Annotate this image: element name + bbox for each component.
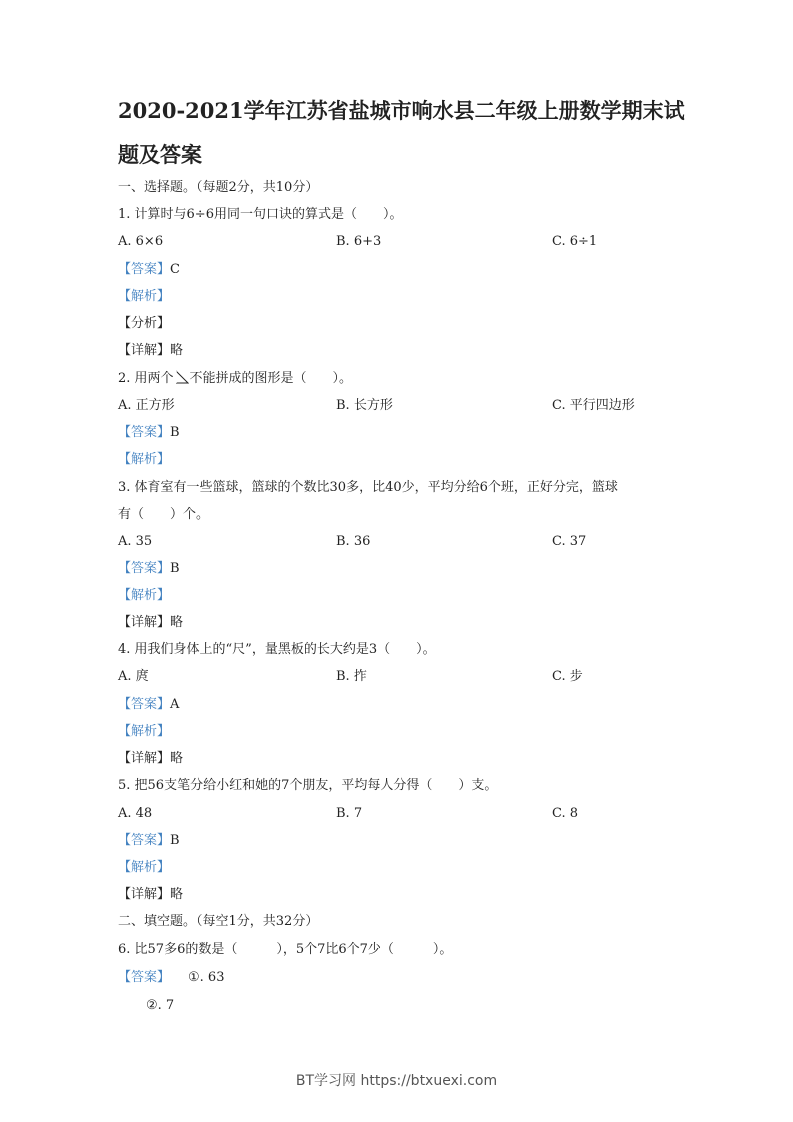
question-2-option-c: C. 平行四边形 (552, 398, 635, 413)
question-3-answer (118, 560, 180, 578)
question-1-option-b: B. 6+3 (336, 234, 382, 249)
question-4-detail (118, 750, 183, 768)
detail-value: 略 (170, 343, 184, 358)
answer-tag: 【答案】 (118, 262, 171, 277)
answer-value-2: ②. 7 (146, 998, 175, 1013)
footer-watermark: BT学习网 https://btxuexi.com (295, 1073, 498, 1089)
answer-tag: 【答案】 (118, 425, 171, 440)
answer-value-1: ①. 63 (188, 970, 225, 985)
question-1-detail (118, 342, 183, 360)
question-6-answer (118, 969, 224, 987)
question-5-option-c: C. 8 (552, 806, 579, 821)
question-5-option-a: A. 48 (118, 806, 153, 821)
question-2-answer (118, 424, 180, 442)
answer-value: B (170, 425, 180, 440)
answer-value: B (170, 833, 180, 848)
question-2-stem-post: 不能拼成的图形是（ ）。 (189, 371, 353, 386)
detail-tag: 【详解】 (118, 887, 171, 902)
question-3-option-c: C. 37 (552, 534, 587, 549)
question-3-option-b: B. 36 (336, 534, 371, 549)
detail-value: 略 (170, 887, 184, 902)
question-4-stem: 4. 用我们身体上的“尺”，量黑板的长大约是3（ ）。 (118, 642, 436, 657)
answer-value: B (170, 561, 180, 576)
question-5-option-b: B. 7 (336, 806, 363, 821)
question-2-option-a: A. 正方形 (118, 398, 175, 413)
question-3-stem-line1: 3. 体育室有一些篮球，篮球的个数比30多，比40少，平均分给6个班，正好分完，篮球 (118, 480, 618, 495)
question-2-option-b: B. 长方形 (336, 398, 393, 413)
question-4-option-a: A. 庹 (118, 669, 149, 684)
question-5-analysis: 【解析】 (118, 860, 171, 875)
detail-tag: 【详解】 (118, 343, 171, 358)
answer-tag: 【答案】 (118, 970, 171, 985)
detail-value: 略 (170, 615, 184, 630)
question-1-option-a: A. 6×6 (118, 234, 164, 249)
question-3-option-a: A. 35 (118, 534, 153, 549)
question-1-stem: 1. 计算时与6÷6用同一句口诀的算式是（ ）。 (118, 207, 403, 222)
detail-value: 略 (170, 751, 184, 766)
question-4-answer (118, 696, 179, 714)
answer-value: A (170, 697, 180, 712)
question-1-fenxi: 【分析】 (118, 316, 171, 331)
answer-tag: 【答案】 (118, 697, 171, 712)
section-heading-choice: 一、选择题。（每题2分，共10分） (118, 180, 319, 195)
question-4-option-b: B. 拃 (336, 669, 367, 684)
question-1-option-c: C. 6÷1 (552, 234, 598, 249)
section-heading-fill: 二、填空题。（每空1分，共32分） (118, 914, 319, 929)
question-2-analysis: 【解析】 (118, 452, 171, 467)
page-title: 2020-2021学年江苏省盐城市响水县二年级上册数学期末试题及答案 (118, 98, 685, 167)
question-4-analysis: 【解析】 (118, 724, 171, 739)
question-3-stem-line2: 有（ ）个。 (118, 507, 210, 522)
question-5-stem: 5. 把56支笔分给小红和她的7个朋友，平均每人分得（ ）支。 (118, 778, 498, 793)
question-3-detail (118, 614, 183, 632)
question-5-answer (118, 832, 180, 850)
question-1-answer (118, 261, 180, 279)
question-2-stem-pre: 2. 用两个 (118, 371, 174, 386)
detail-tag: 【详解】 (118, 751, 171, 766)
question-4-option-c: C. 步 (552, 669, 583, 684)
detail-tag: 【详解】 (118, 615, 171, 630)
answer-tag: 【答案】 (118, 561, 171, 576)
triangle-icon (175, 370, 189, 384)
answer-tag: 【答案】 (118, 833, 171, 848)
answer-value: C (170, 262, 180, 277)
question-2-stem (118, 370, 352, 388)
question-6-stem: 6. 比57多6的数是（ ），5个7比6个7少（ ）。 (118, 942, 453, 957)
question-3-analysis: 【解析】 (118, 588, 171, 603)
question-5-detail (118, 886, 183, 904)
question-1-analysis: 【解析】 (118, 289, 171, 304)
